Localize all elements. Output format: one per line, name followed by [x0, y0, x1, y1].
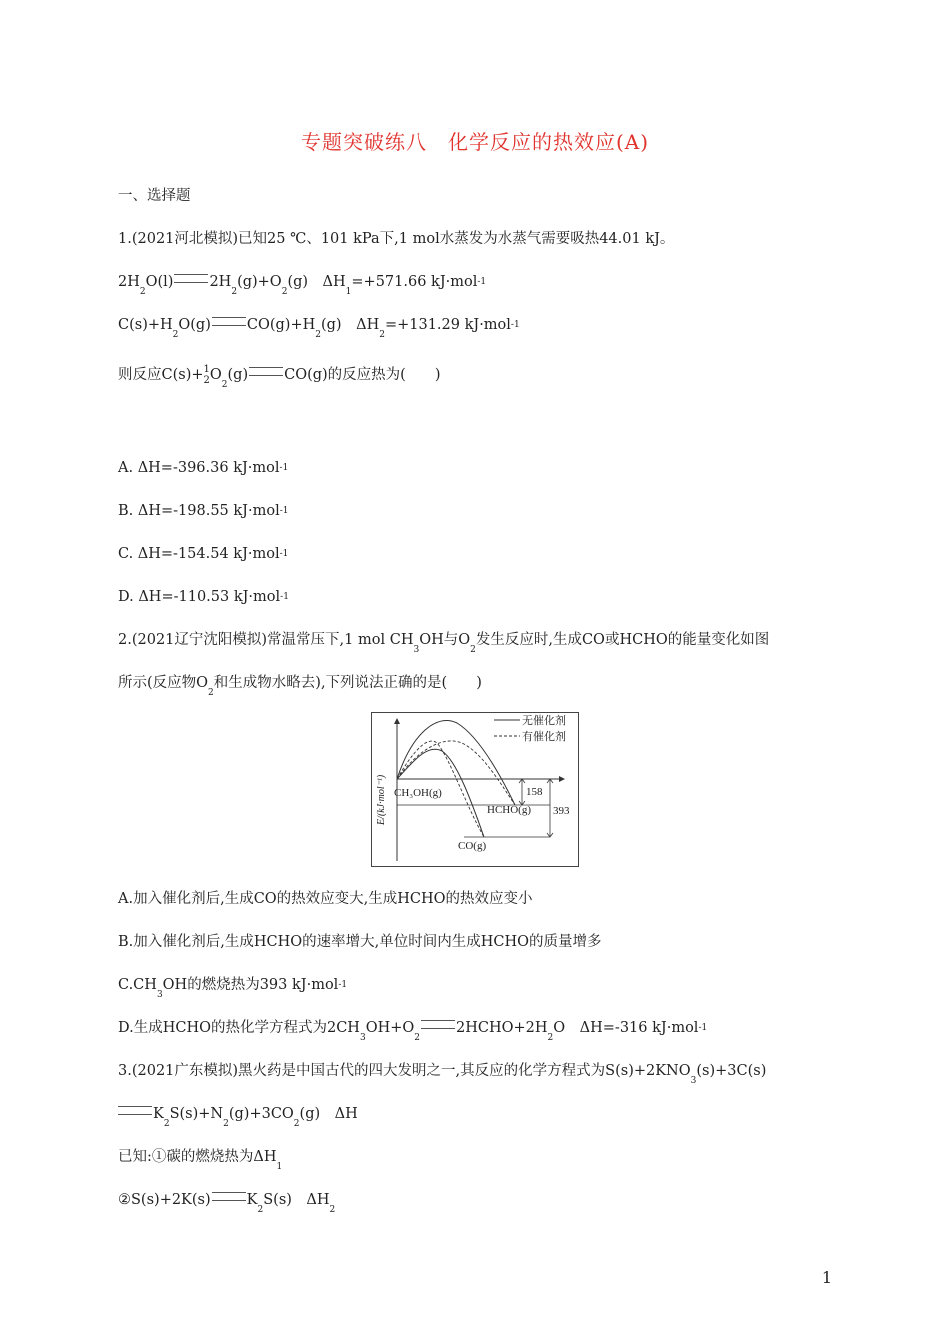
- q3-known-1: 已知:①碳的燃烧热为$\Delta H_1$: [118, 1149, 283, 1172]
- label-158: 158: [526, 786, 543, 798]
- q2-stem-line2: 所示(反应物$O_2$和生成物水略去),下列说法正确的是( ): [118, 675, 482, 698]
- fraction-half: 1 2: [203, 364, 210, 386]
- equilibrium-sign-icon: [421, 1020, 455, 1029]
- legend-solid: 无催化剂: [522, 714, 566, 727]
- section-heading: 一、选择题: [118, 188, 191, 204]
- q1-equation-2: $C(s)+H_2O(g)$ $CO(g)+H_2(g)$ $\Delta H_2=+131.29$ kJ·mol-1: [118, 317, 520, 340]
- label-ch3oh: CH₃OH(g): [394, 787, 442, 799]
- equilibrium-sign-icon: [249, 367, 283, 376]
- q1-equation-1: $2H_2O(l)$ $2H_2(g)+O_2(g)$ $\Delta H_1=+571.66$ kJ·mol-1: [118, 274, 487, 297]
- q1-option-a[interactable]: A. ΔH=-396.36 kJ·mol-1: [118, 460, 289, 476]
- q3-stem: 3.(2021广东模拟)黑火药是中国古代的四大发明之一,其反应的化学方程式为$S(s)+2KNO_3(s)+3C(s)$: [118, 1063, 767, 1086]
- q2-option-a[interactable]: A.加入催化剂后,生成CO的热效应变大,生成HCHO的热效应变小: [118, 891, 533, 907]
- equilibrium-sign-icon: [118, 1106, 152, 1115]
- label-393: 393: [553, 805, 570, 817]
- label-co: CO(g): [458, 840, 487, 852]
- q1-option-b[interactable]: B. ΔH=-198.55 kJ·mol-1: [118, 503, 289, 519]
- equilibrium-sign-icon: [174, 274, 208, 283]
- q3-known-2: ②S(s)+2K(s) $K_2S(s)$ $\Delta H_2$: [118, 1192, 336, 1215]
- q3-equation: $K_2S(s)+N_2(g)+3CO_2(g)$ ΔH: [118, 1104, 358, 1126]
- q2-option-b[interactable]: B.加入催化剂后,生成HCHO的速率增大,单位时间内生成HCHO的质量增多: [118, 934, 602, 950]
- page-number: 1: [821, 1268, 832, 1287]
- equilibrium-sign-icon: [212, 1192, 246, 1201]
- q2-stem-line1: 2.(2021辽宁沈阳模拟)常温常压下,1 mol $CH_3OH$与$O_2$发生反应时,生成CO或HCHO的能量变化如图: [118, 632, 770, 655]
- q1-option-c[interactable]: C. ΔH=-154.54 kJ·mol-1: [118, 546, 289, 562]
- page-title: 专题突破练八 化学反应的热效应(A): [300, 130, 650, 154]
- q2-option-c[interactable]: $C.CH_3OH$的燃烧热为393 kJ·mol-1: [118, 977, 348, 1000]
- label-hcho: HCHO(g): [487, 804, 531, 816]
- equilibrium-sign-icon: [212, 317, 246, 326]
- q1-stem: 1.(2021河北模拟)已知25 ℃、101 kPa下,1 mol水蒸发为水蒸气需要吸热44.01 kJ。: [118, 231, 675, 247]
- q1-option-d[interactable]: D. ΔH=-110.53 kJ·mol-1: [118, 589, 289, 605]
- energy-diagram: [371, 712, 579, 867]
- legend-dash: 有催化剂: [522, 730, 566, 743]
- q2-option-d[interactable]: D.生成HCHO的热化学方程式为$2CH_3OH+O_22HCHO+2H_2O$ ΔH=-316 kJ·mol-1: [118, 1020, 708, 1043]
- q1-question: 则反应C(s)+1 $2O_2(g)$ CO(g)的反应热为( ): [118, 364, 441, 390]
- y-axis-label: E/(kJ·mol⁻¹): [376, 774, 387, 825]
